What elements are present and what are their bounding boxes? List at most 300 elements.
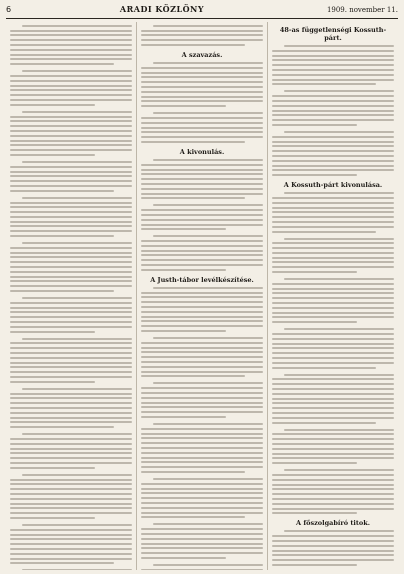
text-placeholder — [272, 429, 394, 465]
text-line-placeholder — [10, 266, 132, 268]
column-3 — [267, 22, 398, 570]
text-line-placeholder — [10, 116, 132, 118]
text-line-placeholder — [141, 502, 263, 504]
text-line-placeholder — [10, 135, 132, 137]
text-line-placeholder — [141, 91, 263, 93]
section-heading: A Kossuth-párt kivonulása. — [283, 181, 383, 190]
text-placeholder — [141, 204, 263, 230]
text-line-placeholder — [10, 252, 132, 254]
text-line-placeholder — [141, 117, 263, 119]
text-line-placeholder — [10, 99, 132, 101]
text-line-placeholder — [272, 535, 394, 537]
text-line-placeholder — [272, 422, 376, 424]
text-line-placeholder — [10, 175, 132, 177]
text-line-placeholder — [141, 224, 263, 226]
text-line-placeholder — [141, 533, 263, 535]
text-line-placeholder — [10, 230, 132, 232]
text-line-placeholder — [272, 136, 394, 138]
text-line-placeholder — [10, 144, 132, 146]
text-line-placeholder — [141, 543, 263, 545]
text-line-placeholder — [141, 169, 263, 171]
text-line-placeholder — [10, 190, 114, 192]
text-line-placeholder — [10, 402, 132, 404]
text-line-placeholder — [272, 453, 394, 455]
text-line-placeholder — [272, 302, 394, 304]
text-line-placeholder — [141, 86, 263, 88]
text-line-placeholder — [272, 110, 394, 112]
text-line-placeholder — [141, 72, 263, 74]
text-line-placeholder — [10, 302, 132, 304]
text-line-placeholder — [141, 67, 263, 69]
text-line-placeholder — [272, 316, 394, 318]
text-line-placeholder — [141, 173, 263, 175]
text-line-placeholder — [141, 457, 263, 459]
text-line-placeholder — [141, 342, 263, 344]
text-line-placeholder — [10, 357, 132, 359]
text-line-placeholder — [141, 371, 263, 373]
text-line-placeholder — [10, 347, 132, 349]
text-line-placeholder — [22, 25, 132, 27]
text-line-placeholder — [10, 211, 132, 213]
text-line-placeholder — [141, 219, 263, 221]
text-line-placeholder — [141, 316, 263, 318]
text-line-placeholder — [141, 447, 263, 449]
text-line-placeholder — [272, 64, 394, 66]
text-placeholder — [10, 524, 132, 564]
text-line-placeholder — [10, 512, 132, 514]
text-line-placeholder — [272, 438, 394, 440]
text-line-placeholder — [10, 140, 132, 142]
text-line-placeholder — [141, 325, 263, 327]
text-line-placeholder — [272, 114, 394, 116]
text-line-placeholder — [141, 178, 263, 180]
text-line-placeholder — [141, 471, 245, 473]
text-line-placeholder — [272, 197, 394, 199]
text-line-placeholder — [10, 44, 132, 46]
text-placeholder — [272, 238, 394, 274]
text-placeholder — [272, 278, 394, 323]
text-line-placeholder — [272, 448, 394, 450]
text-line-placeholder — [10, 149, 132, 151]
text-line-placeholder — [141, 269, 226, 271]
text-line-placeholder — [22, 70, 132, 72]
text-line-placeholder — [272, 508, 394, 510]
text-line-placeholder — [10, 352, 132, 354]
text-line-placeholder — [272, 312, 394, 314]
text-line-placeholder — [272, 169, 394, 171]
text-line-placeholder — [10, 529, 132, 531]
text-line-placeholder — [141, 375, 245, 377]
text-line-placeholder — [10, 503, 132, 505]
text-line-placeholder — [272, 211, 394, 213]
text-line-placeholder — [272, 288, 394, 290]
text-line-placeholder — [141, 488, 263, 490]
text-line-placeholder — [141, 356, 263, 358]
text-line-placeholder — [141, 411, 263, 413]
text-line-placeholder — [153, 112, 263, 114]
text-line-placeholder — [272, 174, 357, 176]
text-line-placeholder — [10, 393, 132, 395]
text-line-placeholder — [141, 320, 263, 322]
text-line-placeholder — [10, 166, 132, 168]
text-line-placeholder — [10, 438, 132, 440]
text-line-placeholder — [141, 188, 263, 190]
text-line-placeholder — [272, 59, 394, 61]
text-line-placeholder — [10, 483, 132, 485]
text-line-placeholder — [10, 562, 114, 564]
text-line-placeholder — [272, 503, 394, 505]
text-line-placeholder — [141, 569, 263, 570]
text-line-placeholder — [141, 30, 263, 32]
text-line-placeholder — [272, 417, 394, 419]
text-line-placeholder — [272, 69, 394, 71]
text-line-placeholder — [141, 193, 263, 195]
text-line-placeholder — [141, 528, 263, 530]
text-line-placeholder — [10, 467, 95, 469]
text-line-placeholder — [272, 550, 394, 552]
text-line-placeholder — [10, 49, 132, 51]
text-line-placeholder — [153, 159, 263, 161]
text-line-placeholder — [10, 498, 132, 500]
text-line-placeholder — [272, 95, 394, 97]
text-line-placeholder — [141, 131, 263, 133]
text-placeholder — [141, 25, 263, 46]
columns — [6, 22, 398, 570]
text-placeholder — [141, 523, 263, 559]
text-line-placeholder — [141, 406, 263, 408]
text-line-placeholder — [272, 512, 357, 514]
text-line-placeholder — [272, 343, 394, 345]
text-line-placeholder — [272, 242, 394, 244]
text-line-placeholder — [284, 469, 394, 471]
text-placeholder — [10, 297, 132, 333]
text-line-placeholder — [272, 261, 394, 263]
text-line-placeholder — [10, 225, 132, 227]
text-line-placeholder — [141, 392, 263, 394]
text-line-placeholder — [284, 238, 394, 240]
text-line-placeholder — [10, 443, 132, 445]
text-line-placeholder — [272, 207, 394, 209]
text-line-placeholder — [141, 81, 263, 83]
text-line-placeholder — [153, 523, 263, 525]
text-line-placeholder — [272, 165, 394, 167]
text-line-placeholder — [141, 397, 263, 399]
text-line-placeholder — [10, 397, 132, 399]
text-line-placeholder — [272, 488, 394, 490]
text-placeholder — [10, 111, 132, 156]
text-placeholder — [141, 382, 263, 418]
text-line-placeholder — [272, 50, 394, 52]
text-line-placeholder — [10, 271, 132, 273]
text-placeholder — [10, 474, 132, 519]
text-line-placeholder — [141, 416, 226, 418]
text-line-placeholder — [10, 417, 132, 419]
text-line-placeholder — [141, 347, 263, 349]
text-line-placeholder — [141, 452, 263, 454]
section-heading: A főszolgabíró titok. — [296, 519, 370, 528]
text-line-placeholder — [22, 524, 132, 526]
text-line-placeholder — [153, 423, 263, 425]
text-line-placeholder — [22, 242, 132, 244]
text-line-placeholder — [10, 321, 132, 323]
text-line-placeholder — [141, 254, 263, 256]
text-line-placeholder — [10, 407, 132, 409]
text-placeholder — [10, 70, 132, 106]
text-line-placeholder — [284, 192, 394, 194]
text-placeholder — [272, 469, 394, 514]
text-line-placeholder — [141, 76, 263, 78]
text-line-placeholder — [272, 493, 394, 495]
text-line-placeholder — [272, 398, 394, 400]
text-line-placeholder — [272, 231, 376, 233]
text-line-placeholder — [22, 474, 132, 476]
text-line-placeholder — [10, 94, 132, 96]
text-line-placeholder — [141, 306, 263, 308]
text-line-placeholder — [272, 150, 394, 152]
text-line-placeholder — [141, 552, 263, 554]
text-line-placeholder — [272, 412, 394, 414]
text-line-placeholder — [10, 256, 132, 258]
text-line-placeholder — [284, 530, 394, 532]
column-2 — [136, 22, 267, 570]
text-line-placeholder — [10, 39, 132, 41]
text-placeholder — [141, 423, 263, 473]
text-line-placeholder — [272, 307, 394, 309]
text-line-placeholder — [10, 171, 132, 173]
text-line-placeholder — [10, 206, 132, 208]
text-line-placeholder — [141, 461, 263, 463]
text-line-placeholder — [10, 120, 132, 122]
text-line-placeholder — [141, 39, 263, 41]
text-line-placeholder — [272, 357, 394, 359]
text-line-placeholder — [22, 161, 132, 163]
text-line-placeholder — [141, 96, 263, 98]
newspaper-title: ARADI KÖZLÖNY — [119, 4, 205, 14]
text-line-placeholder — [141, 507, 263, 509]
text-line-placeholder — [141, 387, 263, 389]
text-line-placeholder — [10, 462, 132, 464]
text-placeholder — [10, 338, 132, 383]
text-line-placeholder — [272, 266, 394, 268]
text-line-placeholder — [272, 559, 394, 561]
text-line-placeholder — [141, 330, 226, 332]
text-line-placeholder — [10, 448, 132, 450]
text-line-placeholder — [272, 474, 394, 476]
text-line-placeholder — [10, 381, 95, 383]
text-line-placeholder — [10, 130, 132, 132]
text-line-placeholder — [10, 507, 132, 509]
text-line-placeholder — [272, 554, 394, 556]
text-line-placeholder — [141, 301, 263, 303]
text-line-placeholder — [10, 285, 132, 287]
text-line-placeholder — [10, 202, 132, 204]
text-line-placeholder — [284, 131, 394, 133]
text-line-placeholder — [22, 197, 132, 199]
text-line-placeholder — [272, 393, 394, 395]
text-line-placeholder — [272, 484, 394, 486]
text-line-placeholder — [141, 228, 226, 230]
text-line-placeholder — [153, 235, 263, 237]
text-line-placeholder — [22, 569, 132, 570]
text-line-placeholder — [10, 307, 132, 309]
text-line-placeholder — [141, 127, 263, 129]
text-line-placeholder — [141, 34, 263, 36]
text-placeholder — [272, 192, 394, 232]
text-line-placeholder — [284, 278, 394, 280]
text-line-placeholder — [272, 202, 394, 204]
text-line-placeholder — [10, 247, 132, 249]
text-line-placeholder — [141, 547, 263, 549]
text-placeholder — [10, 197, 132, 237]
text-line-placeholder — [10, 362, 132, 364]
text-line-placeholder — [10, 75, 132, 77]
text-line-placeholder — [10, 331, 95, 333]
text-placeholder — [141, 112, 263, 143]
text-line-placeholder — [10, 326, 132, 328]
text-line-placeholder — [141, 366, 263, 368]
text-line-placeholder — [272, 79, 394, 81]
text-line-placeholder — [141, 428, 263, 430]
text-line-placeholder — [141, 466, 263, 468]
text-line-placeholder — [272, 545, 394, 547]
text-line-placeholder — [141, 492, 263, 494]
text-line-placeholder — [272, 479, 394, 481]
text-placeholder — [141, 478, 263, 518]
text-placeholder — [10, 25, 132, 65]
text-line-placeholder — [10, 280, 132, 282]
text-line-placeholder — [141, 557, 226, 559]
masthead — [6, 4, 398, 19]
text-line-placeholder — [272, 247, 394, 249]
text-line-placeholder — [10, 30, 132, 32]
text-line-placeholder — [10, 34, 132, 36]
text-line-placeholder — [10, 376, 132, 378]
text-placeholder — [272, 131, 394, 176]
text-line-placeholder — [22, 433, 132, 435]
text-line-placeholder — [141, 483, 263, 485]
text-line-placeholder — [10, 276, 132, 278]
text-line-placeholder — [141, 44, 245, 46]
text-line-placeholder — [22, 338, 132, 340]
text-line-placeholder — [272, 338, 394, 340]
text-line-placeholder — [284, 328, 394, 330]
text-line-placeholder — [153, 564, 263, 566]
text-line-placeholder — [22, 297, 132, 299]
text-line-placeholder — [141, 402, 263, 404]
text-line-placeholder — [141, 264, 263, 266]
text-line-placeholder — [141, 311, 263, 313]
text-line-placeholder — [272, 367, 376, 369]
text-line-placeholder — [272, 160, 394, 162]
text-line-placeholder — [10, 553, 132, 555]
text-line-placeholder — [10, 221, 132, 223]
text-line-placeholder — [272, 297, 394, 299]
text-line-placeholder — [141, 361, 263, 363]
text-placeholder — [272, 45, 394, 85]
text-line-placeholder — [10, 89, 132, 91]
text-line-placeholder — [272, 362, 394, 364]
text-line-placeholder — [272, 457, 394, 459]
text-line-placeholder — [10, 235, 114, 237]
text-line-placeholder — [272, 145, 394, 147]
text-placeholder — [10, 569, 132, 570]
text-line-placeholder — [272, 388, 394, 390]
text-line-placeholder — [141, 497, 263, 499]
text-line-placeholder — [10, 457, 132, 459]
text-line-placeholder — [153, 382, 263, 384]
text-line-placeholder — [141, 437, 263, 439]
text-placeholder — [10, 161, 132, 192]
text-line-placeholder — [141, 351, 263, 353]
text-line-placeholder — [272, 443, 394, 445]
text-line-placeholder — [10, 316, 132, 318]
text-line-placeholder — [141, 136, 263, 138]
text-line-placeholder — [141, 105, 226, 107]
section-heading: A Justh-tábor levélkészítése. — [150, 275, 254, 284]
text-line-placeholder — [272, 433, 394, 435]
text-line-placeholder — [10, 58, 132, 60]
text-line-placeholder — [10, 426, 114, 428]
text-line-placeholder — [153, 287, 263, 289]
text-line-placeholder — [272, 55, 394, 57]
text-line-placeholder — [10, 534, 132, 536]
text-line-placeholder — [10, 558, 132, 560]
text-line-placeholder — [141, 183, 263, 185]
text-placeholder — [141, 159, 263, 199]
text-line-placeholder — [141, 442, 263, 444]
text-line-placeholder — [272, 216, 394, 218]
text-line-placeholder — [272, 221, 394, 223]
text-line-placeholder — [272, 100, 394, 102]
text-line-placeholder — [10, 311, 132, 313]
text-placeholder — [272, 90, 394, 126]
text-line-placeholder — [10, 261, 132, 263]
section-heading: 48-as függetlenségi Kossuth-párt. — [279, 26, 387, 42]
text-line-placeholder — [272, 383, 394, 385]
text-line-placeholder — [141, 240, 263, 242]
text-line-placeholder — [272, 83, 376, 85]
text-line-placeholder — [141, 197, 245, 199]
text-line-placeholder — [272, 252, 394, 254]
text-line-placeholder — [10, 421, 132, 423]
text-line-placeholder — [10, 104, 95, 106]
text-line-placeholder — [153, 337, 263, 339]
text-line-placeholder — [10, 543, 132, 545]
text-line-placeholder — [272, 352, 394, 354]
text-line-placeholder — [10, 412, 132, 414]
text-line-placeholder — [141, 100, 263, 102]
text-placeholder — [141, 337, 263, 377]
text-line-placeholder — [141, 516, 245, 518]
text-line-placeholder — [10, 290, 114, 292]
text-line-placeholder — [141, 122, 263, 124]
text-line-placeholder — [272, 378, 394, 380]
text-placeholder — [10, 242, 132, 292]
text-line-placeholder — [272, 498, 394, 500]
text-line-placeholder — [272, 347, 394, 349]
text-line-placeholder — [272, 119, 394, 121]
text-line-placeholder — [272, 105, 394, 107]
text-line-placeholder — [10, 452, 132, 454]
text-line-placeholder — [153, 204, 263, 206]
text-line-placeholder — [153, 25, 263, 27]
text-line-placeholder — [272, 155, 394, 157]
text-line-placeholder — [272, 407, 394, 409]
issue-date: 1909. november 11. — [326, 6, 398, 14]
text-placeholder — [272, 530, 394, 566]
text-line-placeholder — [10, 493, 132, 495]
text-line-placeholder — [141, 538, 263, 540]
